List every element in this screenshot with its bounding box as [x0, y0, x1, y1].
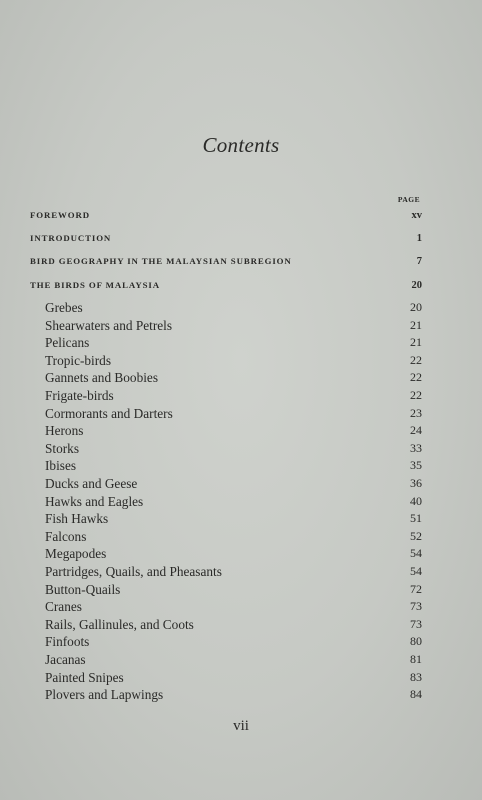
toc-entry-row: [0, 353, 482, 371]
toc-section-page: xv: [411, 210, 422, 221]
toc-entry-row: [0, 687, 482, 705]
toc-section-row: [0, 280, 482, 298]
toc-entry-row: [0, 388, 482, 406]
toc-entry-row: [0, 476, 482, 494]
toc-entry-row: [0, 529, 482, 547]
toc-section-page: 7: [416, 256, 422, 267]
toc-section-label: INTRODUCTION: [30, 233, 112, 243]
toc-section-label: BIRD GEOGRAPHY IN THE MALAYSIAN SUBREGION: [30, 256, 292, 266]
toc-entry-page: 84: [410, 687, 422, 702]
toc-entry-row: [0, 423, 482, 441]
toc-entry-page: 36: [410, 476, 422, 490]
toc-section-row: [0, 210, 482, 228]
toc-entry-label: Partridges, Quails, and Pheasants: [45, 564, 222, 579]
toc-entry-page: 52: [410, 528, 422, 543]
toc-entry-row: [0, 617, 482, 635]
toc-entry-row: [0, 634, 482, 652]
toc-section-row: [0, 256, 482, 274]
toc-entry-label: Ducks and Geese: [45, 476, 138, 491]
toc-entry-row: [0, 300, 482, 318]
toc-entry-label: Shearwaters and Petrels: [45, 317, 173, 333]
toc-entry-label: Falcons: [45, 528, 87, 544]
toc-entry-row: [0, 546, 482, 564]
toc-entry-row: [0, 564, 482, 582]
toc-entry-page: 20: [410, 300, 422, 314]
toc-entry-page: 81: [410, 652, 422, 666]
toc-entry-page: 21: [410, 335, 422, 350]
toc-entry-label: Rails, Gallinules, and Coots: [45, 616, 194, 632]
toc-section-page: 20: [411, 280, 422, 291]
toc-entry-label: Pelicans: [45, 335, 90, 351]
toc-entry-page: 73: [410, 616, 422, 631]
page-title: Contents: [202, 133, 280, 157]
toc-entry-page: 54: [410, 546, 422, 561]
toc-section-page: 1: [416, 233, 422, 244]
toc-entry-row: [0, 370, 482, 388]
toc-entry-page: 40: [410, 493, 422, 508]
toc-entry-label: Painted Snipes: [45, 669, 124, 685]
toc-entry-page: 22: [410, 370, 422, 385]
toc-entry-page: 22: [410, 352, 422, 367]
toc-entry-label: Storks: [45, 440, 79, 456]
toc-entry-page: 73: [410, 599, 422, 614]
toc-entry-row: [0, 458, 482, 476]
toc-entry-label: Tropic-birds: [45, 352, 111, 368]
toc-entry-row: [0, 670, 482, 688]
page-folio: vii: [233, 718, 249, 734]
toc-section-row: [0, 233, 482, 251]
toc-entry-page: 33: [410, 440, 422, 455]
toc-entry-row: [0, 511, 482, 529]
toc-entry-label: Button-Quails: [45, 581, 121, 597]
toc-entry-label: Fish Hawks: [45, 511, 109, 527]
toc-entry-label: Jacanas: [45, 652, 86, 667]
toc-entry-page: 72: [410, 581, 422, 596]
toc-entry-label: Finfoots: [45, 634, 90, 650]
toc-entry-label: Herons: [45, 423, 84, 439]
toc-entry-label: Gannets and Boobies: [45, 370, 159, 386]
toc-entry-page: 24: [410, 423, 422, 438]
toc-entry-page: 51: [410, 511, 422, 526]
toc-entry-page: 22: [410, 388, 422, 402]
toc-entry-page: 80: [410, 634, 422, 649]
toc-entry-row: [0, 599, 482, 617]
toc-entry-label: Megapodes: [45, 546, 107, 562]
toc-section-label: FOREWORD: [30, 210, 90, 220]
toc-entry-page: 21: [410, 317, 422, 332]
toc-entry-row: [0, 652, 482, 670]
toc-entry-label: Frigate-birds: [45, 388, 114, 403]
toc-entry-row: [0, 406, 482, 424]
page-column-header: PAGE: [397, 195, 421, 204]
toc-entry-page: 54: [410, 564, 422, 578]
toc-entry-label: Hawks and Eagles: [45, 493, 144, 509]
toc-entry-label: Grebes: [45, 300, 83, 315]
toc-entry-page: 83: [410, 669, 422, 684]
toc-entry-row: [0, 318, 482, 336]
toc-entry-row: [0, 582, 482, 600]
toc-entry-label: Ibises: [45, 458, 77, 474]
toc-entry-row: [0, 494, 482, 512]
toc-entry-label: Plovers and Lapwings: [45, 687, 164, 703]
toc-entry-label: Cormorants and Darters: [45, 405, 173, 421]
toc-entry-page: 23: [410, 405, 422, 420]
toc-entry-page: 35: [410, 458, 422, 473]
toc-entry-row: [0, 335, 482, 353]
toc-section-label: THE BIRDS OF MALAYSIA: [30, 280, 160, 290]
toc-entry-label: Cranes: [45, 599, 82, 615]
toc-entry-row: [0, 441, 482, 459]
